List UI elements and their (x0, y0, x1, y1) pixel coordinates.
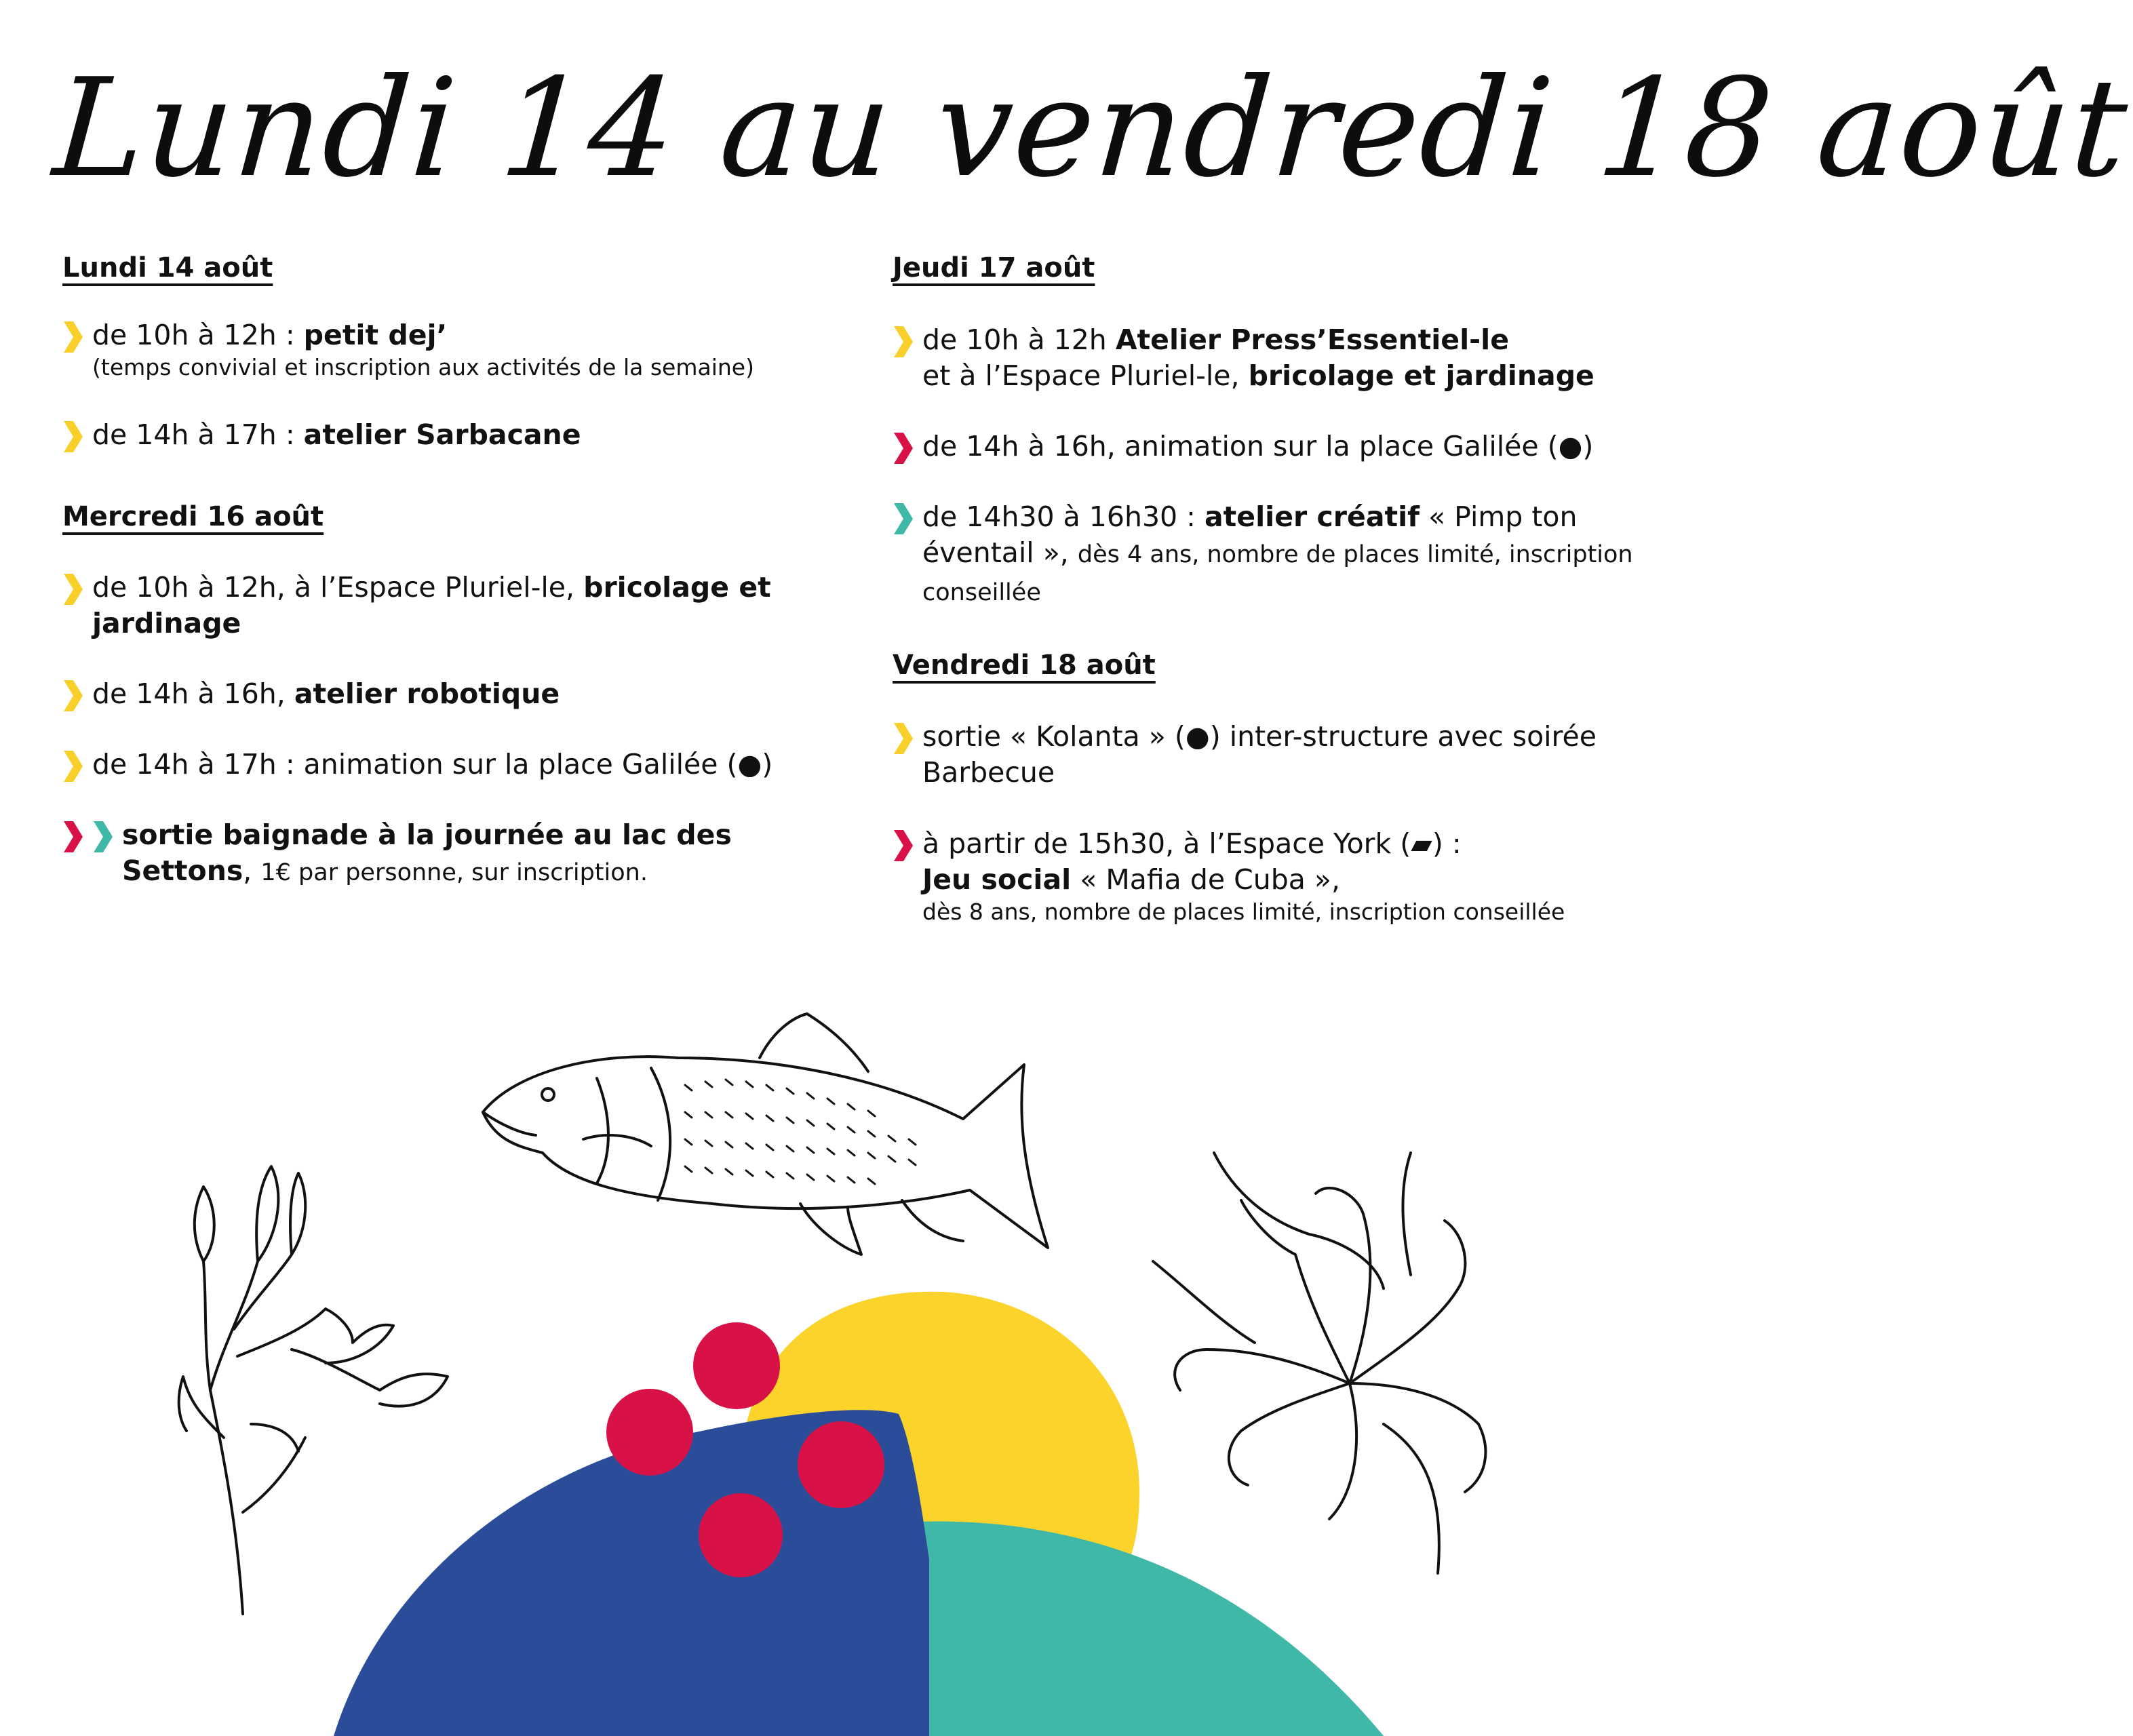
item-text: à partir de 15h30, à l’Espace York (▰) : Jeu social « Mafia de Cuba », dès 8 ans, nombre de places limité, inscription conseillée (922, 827, 1565, 925)
day-heading-wednesday: Mercredi 16 août (62, 501, 324, 532)
item-text: de 10h à 12h : petit dej’ (temps convivial et inscription aux activités de la semaine) (92, 319, 754, 380)
day-heading-thursday: Jeudi 17 août (893, 252, 1095, 283)
flower-sprig-drawing-icon (179, 1166, 448, 1614)
item-text: de 14h à 17h : animation sur la place Galilée (●) (92, 748, 773, 781)
item-text: sortie baignade à la journée au lac des Settons, 1€ par personne, sur inscription. (122, 818, 732, 887)
lily-flower-drawing-icon (1153, 1153, 1485, 1573)
day-heading-monday: Lundi 14 août (62, 252, 273, 283)
item-text: de 14h à 16h, animation sur la place Galilée (●) (922, 430, 1594, 462)
item-text: sortie « Kolanta » (●) inter-structure avec soirée Barbecue (922, 720, 1597, 789)
page-title: Lundi 14 au vendredi 18 août (49, 50, 2133, 208)
item-text: de 14h à 16h, atelier robotique (92, 677, 560, 710)
item-text: de 10h à 12h Atelier Press’Essentiel-le et à l’Espace Pluriel-le, bricolage et jardinage (922, 323, 1594, 392)
item-text: de 14h à 17h : atelier Sarbacane (92, 418, 581, 451)
item-text: de 10h à 12h, à l’Espace Pluriel-le, bricolage et jardinage (92, 571, 771, 639)
day-heading-friday: Vendredi 18 août (893, 650, 1156, 681)
fish-drawing-icon (483, 1014, 1048, 1255)
item-text: de 14h30 à 16h30 : atelier créatif « Pimp ton éventail », dès 4 ans, nombre de places limité, inscription conseillée (922, 500, 1633, 606)
